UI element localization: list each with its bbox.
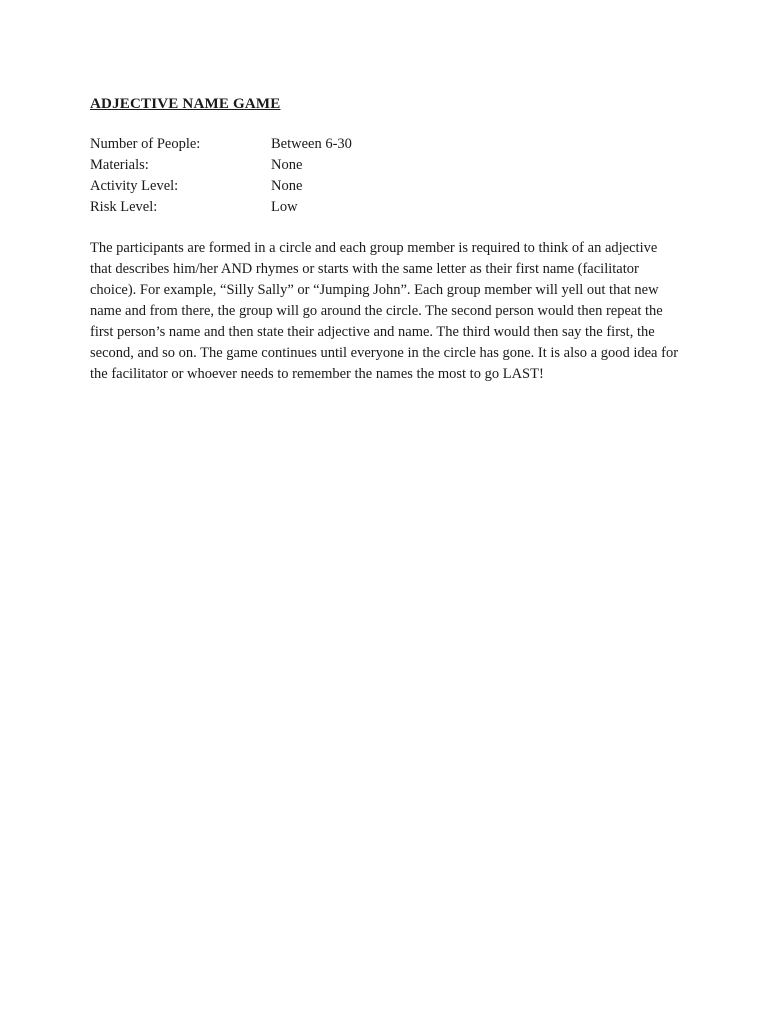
detail-label: Risk Level: [90, 199, 158, 215]
document-title: ADJECTIVE NAME GAME [90, 96, 281, 112]
detail-row-number-of-people [90, 134, 690, 155]
activity-description: The participants are formed in a circle and each group member is required to think of an adjective that describes him/her AND rhymes or starts with the same letter as their first name (facilitator choice). For example, “Silly Sally” or “Jumping John”. Each group member will yell out that new name and from there, the group will go around the circle. The second person would then repeat the first person’s name and then state their adjective and name. The third would then say the first, the second, and so on. The game continues until everyone in the circle has gone. It is also a good idea for the facilitator or whoever needs to remember the names the most to go LAST! [90, 240, 679, 382]
detail-value: Low [271, 199, 298, 215]
document-page [90, 94, 690, 385]
detail-label: Materials: [90, 157, 149, 173]
detail-label: Activity Level: [90, 178, 179, 194]
detail-value: Between 6-30 [271, 136, 352, 152]
activity-details [90, 134, 690, 218]
detail-row-risk-level [90, 197, 690, 218]
detail-label: Number of People: [90, 136, 201, 152]
detail-row-materials [90, 155, 690, 176]
detail-value: None [271, 157, 303, 173]
detail-value: None [271, 178, 303, 194]
detail-row-activity-level [90, 176, 690, 197]
